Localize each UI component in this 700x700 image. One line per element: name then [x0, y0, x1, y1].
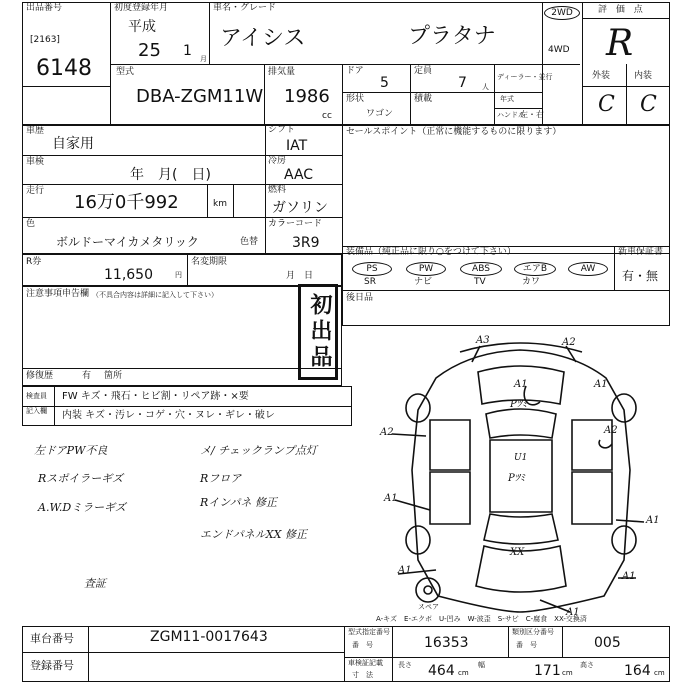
shift-value: IAT — [286, 138, 308, 154]
color-code: 3R9 — [292, 235, 320, 251]
equip-sr: SR — [364, 277, 376, 287]
note-left-2: Rスポイラーギズ — [38, 472, 124, 485]
model-spec-label-1: 型式指定番号 — [348, 628, 390, 636]
repair-value: 有 — [82, 371, 92, 381]
inspector-label-2: 記入欄 — [26, 407, 47, 415]
warranty-label: 新車保証書 — [618, 247, 664, 257]
note-right-4: エンドパネルXX 修正 — [200, 528, 307, 541]
mark-a1-bottom: A1 — [566, 607, 580, 618]
mark-pdent-roof: Pﾂﾐ — [508, 473, 525, 484]
class-code: 005 — [594, 635, 621, 651]
exterior-score: C — [598, 92, 615, 117]
note-right-3: Rインパネ 修正 — [200, 496, 278, 509]
car-name-label: 車名・グレード — [213, 3, 277, 13]
usage-value: 自家用 — [52, 136, 94, 152]
height-value: 164 — [624, 663, 651, 679]
recycle-frame — [22, 254, 342, 286]
shaken-label: 車検 — [26, 157, 45, 167]
equipment-label: 装備品（純正品に限り○をつけて下さい） — [346, 247, 516, 257]
length-value: 464 — [428, 663, 455, 679]
mark-a1-right-top: A1 — [594, 379, 608, 390]
lot-number: 6148 — [36, 56, 92, 81]
color-change-label: 色替 — [240, 237, 259, 247]
model-spec-number: 16353 — [424, 635, 469, 651]
repair-label: 修復歴 — [26, 371, 54, 381]
shape: ワゴン — [366, 109, 394, 119]
rear-seat-label: 後日品 — [346, 293, 374, 303]
equip-navi: ナビ — [414, 277, 433, 287]
color-code-label: カラーコード — [268, 219, 323, 229]
class-label-2: 番 号 — [516, 641, 537, 649]
chassis-number: ZGM11-0017643 — [150, 629, 268, 645]
inspector-row-fw: FW キズ・飛石・ヒビ割・リペア跡・×要 — [62, 391, 249, 402]
note-left-1: 左ドアPW不良 — [34, 444, 108, 457]
cert-label-2: 寸 法 — [352, 671, 373, 679]
shaken-value: 年 月( 日) — [130, 167, 211, 183]
first-listing-stamp: 初出品 — [298, 284, 338, 380]
mark-a1-right-mid: A1 — [646, 515, 660, 526]
mark-a2-right: A2 — [604, 425, 618, 436]
handle-lr: 左・右 — [520, 110, 544, 119]
model-spec-label-2: 番 号 — [352, 641, 373, 649]
doors: 5 — [380, 75, 389, 91]
mark-xx-rear: XX — [510, 547, 525, 558]
warranty-value: 有・無 — [622, 269, 659, 283]
lot-code: [2163] — [30, 35, 60, 45]
load-label: 積載 — [414, 94, 433, 104]
interior-label: 内装 — [634, 71, 653, 81]
equip-tv: TV — [474, 277, 486, 287]
yen-unit: 円 — [175, 271, 182, 279]
note-left-4: 査証 — [84, 577, 106, 590]
era: 平成 — [128, 19, 156, 35]
eval-score: R — [606, 23, 634, 64]
reg-number-label: 登録番号 — [30, 659, 74, 672]
displacement: 1986 — [284, 86, 330, 107]
fuel-value: ガソリン — [272, 200, 328, 216]
handle-label: ハンドル — [497, 111, 525, 119]
registration-label: 初度登録年月 — [114, 3, 169, 13]
width-value: 171 — [534, 663, 561, 679]
shift-label: シフト — [268, 125, 296, 135]
notes-label: 注意事項申告欄 — [26, 289, 90, 299]
equip-airbag: エアB — [514, 262, 556, 276]
equip-aw: AW — [568, 262, 608, 276]
mark-u1-roof: U1 — [514, 453, 528, 463]
damage-legend: A-キズ E-エクボ U-凹み W-波歪 S-サビ C-腐食 XX-交換済 — [376, 615, 587, 623]
month-unit: 月 — [200, 55, 207, 63]
repair-suffix: 箇所 — [104, 371, 123, 381]
color-value: ボルドーマイカメタリック — [56, 235, 199, 249]
displacement-label: 排気量 — [268, 67, 296, 77]
inspector-label-1: 検査員 — [26, 392, 47, 400]
mark-a2-left: A2 — [380, 427, 394, 438]
length-label: 長さ — [398, 661, 412, 669]
mark-pdent-hood: Pﾂﾐ — [510, 399, 527, 410]
mark-a1-right-rear: A1 — [622, 571, 636, 582]
mileage-label: 走行 — [26, 186, 45, 196]
equip-abs: ABS — [460, 262, 502, 276]
shape-label: 形状 — [346, 94, 365, 104]
mark-a2-top: A2 — [562, 337, 576, 348]
name-change-value: 月 日 — [286, 271, 314, 281]
cert-label-1: 車検証記載 — [348, 659, 383, 667]
chassis-label: 車台番号 — [30, 632, 74, 645]
name-change-label: 名変期限 — [191, 257, 228, 267]
equip-ps: PS — [352, 262, 392, 276]
sales-point-label: セールスポイント（正常に機能するものに限ります） — [346, 127, 562, 137]
mark-a3: A3 — [476, 335, 490, 346]
height-unit: cm — [654, 669, 665, 677]
usage-label: 車歴 — [26, 126, 45, 136]
class-label-1: 類別区分番号 — [512, 628, 554, 636]
color-label: 色 — [26, 219, 36, 229]
eval-label: 評 価 点 — [598, 5, 646, 15]
interior-score: C — [640, 92, 657, 117]
inspector-row-interior: 内装 キズ・汚レ・コゲ・穴・ヌレ・ギレ・破レ — [62, 410, 275, 421]
notes-sub: （不具合内容は詳細に記入して下さい） — [92, 291, 218, 299]
mileage-value: 16万0千992 — [74, 192, 179, 213]
note-left-3: A.W.Dミラーギズ — [38, 501, 126, 514]
length-unit: cm — [458, 669, 469, 677]
ac-value: AAC — [284, 167, 314, 183]
reg-month: 1 — [183, 43, 192, 59]
drive-4wd: 4WD — [548, 45, 570, 55]
model-code: DBA-ZGM11W — [136, 86, 264, 107]
fuel-label: 燃料 — [268, 185, 287, 195]
recycle-value: 11,650 — [104, 267, 153, 283]
width-unit: cm — [562, 669, 573, 677]
width-label: 幅 — [478, 661, 485, 669]
spare-label: スペア — [418, 603, 439, 611]
equip-pw: PW — [406, 262, 446, 276]
model-label: 型式 — [116, 67, 135, 77]
drive-2wd: 2WD — [544, 6, 580, 20]
equip-leather: カワ — [522, 277, 541, 287]
recycle-label: R券 — [26, 257, 42, 267]
equipment-frame — [342, 246, 670, 326]
capacity-label: 定員 — [414, 66, 433, 76]
model-year-label: 年式 — [500, 95, 514, 103]
notes-frame — [22, 286, 342, 386]
ac-label: 冷房 — [268, 156, 287, 166]
doors-label: ドア — [346, 66, 364, 76]
note-right-1: メ/ チェックランプ点灯 — [200, 444, 317, 457]
height-label: 高さ — [580, 661, 594, 669]
dealer-label: ディーラー・並行 — [497, 73, 553, 81]
km-unit: km — [213, 199, 227, 209]
capacity: 7 — [458, 75, 467, 91]
grade: プラタナ — [408, 24, 496, 49]
mark-a1-hood: A1 — [514, 379, 528, 390]
reg-year: 25 — [138, 40, 161, 61]
note-right-2: Rフロア — [200, 472, 242, 485]
exterior-label: 外装 — [592, 71, 611, 81]
mark-a1-left-mid: A1 — [384, 493, 398, 504]
lot-label: 出品番号 — [26, 3, 63, 13]
mark-a1-left-rear: A1 — [398, 565, 412, 576]
capacity-unit: 人 — [482, 83, 489, 91]
car-name: アイシス — [220, 26, 306, 51]
cc-unit: cc — [322, 111, 332, 121]
